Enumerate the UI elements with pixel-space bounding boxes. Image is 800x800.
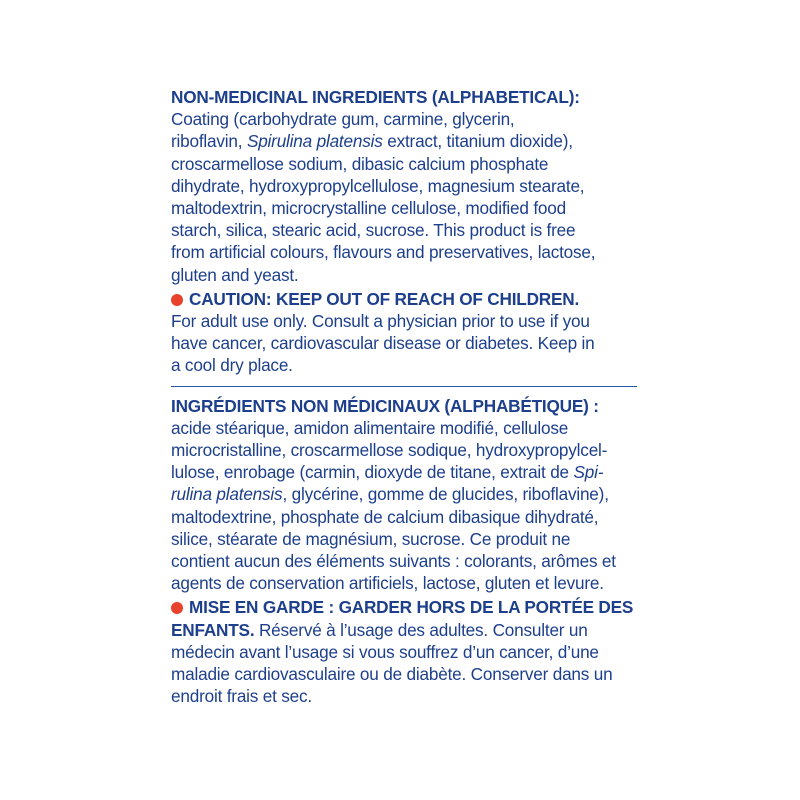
species-name-part: Spi- — [573, 462, 604, 483]
ingredients-list-en — [171, 108, 641, 286]
species-name: Spirulina platensis — [246, 131, 383, 152]
text-line — [171, 619, 641, 641]
section-divider — [171, 386, 637, 387]
text-line — [171, 130, 641, 152]
text-line: médecin avant l’usage si vous souffrez d’un cancer, d’une — [171, 641, 599, 662]
text-line — [171, 461, 641, 483]
text-fragment: riboflavin, — [171, 131, 247, 152]
text-line: dihydrate, hydroxypropylcellulose, magnesium stearate, — [171, 175, 585, 196]
ingredients-heading-fr: INGRÉDIENTS NON MÉDICINAUX (ALPHABÉTIQUE) : — [171, 395, 599, 416]
text-line: silice, stéarate de magnésium, sucrose. Ce produit ne — [171, 528, 571, 549]
text-line: from artificial colours, flavours and preservatives, lactose, — [171, 242, 596, 263]
text-line — [171, 483, 641, 505]
text-fragment: , glycérine, gomme de glucides, riboflavine), — [282, 484, 609, 505]
red-bullet-icon — [171, 602, 183, 614]
text-line: acide stéarique, amidon alimentaire modifié, cellulose — [171, 417, 569, 438]
caution-heading-fr: MISE EN GARDE : GARDER HORS DE LA PORTÉE DES — [189, 597, 634, 618]
product-label — [171, 86, 641, 707]
ingredients-list-fr — [171, 417, 641, 595]
caution-heading-fr-cont: ENFANTS. — [171, 619, 255, 640]
text-line: contient aucun des éléments suivants : colorants, arômes et — [171, 551, 616, 572]
text-line: gluten and yeast. — [171, 264, 299, 285]
text-line: agents de conservation artificiels, lactose, gluten et levure. — [171, 573, 604, 594]
text-fragment: lulose, enrobage (carmin, dioxyde de titane, extrait de — [171, 462, 574, 483]
text-line: croscarmellose sodium, dibasic calcium phosphate — [171, 153, 549, 174]
text-line: have cancer, cardiovascular disease or diabetes. Keep in — [171, 333, 595, 354]
caution-heading-en: CAUTION: KEEP OUT OF REACH OF CHILDREN. — [189, 288, 580, 309]
english-section — [171, 86, 641, 377]
red-bullet-icon — [171, 294, 183, 306]
text-line: endroit frais et sec. — [171, 686, 313, 707]
text-line: starch, silica, stearic acid, sucrose. This product is free — [171, 220, 576, 241]
text-fragment: extract, titanium dioxide), — [382, 131, 573, 152]
text-line: microcristalline, croscarmellose sodique, hydroxypropylcel- — [171, 440, 608, 461]
species-name-part: rulina platensis — [171, 484, 283, 505]
text-line: For adult use only. Consult a physician prior to use if you — [171, 311, 590, 332]
text-line: maladie cardiovasculaire ou de diabète. Conserver dans un — [171, 664, 613, 685]
caution-heading-line — [171, 288, 641, 310]
caution-heading-line — [171, 596, 641, 618]
text-fragment: Réservé à l’usage des adultes. Consulter un — [254, 619, 588, 640]
text-line: maltodextrin, microcrystalline cellulose, modified food — [171, 198, 566, 219]
ingredients-heading-en: NON-MEDICINAL INGREDIENTS (ALPHABETICAL): — [171, 87, 580, 107]
french-section — [171, 395, 641, 708]
text-line: maltodextrine, phosphate de calcium dibasique dihydraté, — [171, 506, 599, 527]
text-line: a cool dry place. — [171, 355, 293, 376]
caution-en — [171, 288, 641, 377]
caution-fr — [171, 596, 641, 707]
text-line: Coating (carbohydrate gum, carmine, glycerin, — [171, 109, 515, 130]
